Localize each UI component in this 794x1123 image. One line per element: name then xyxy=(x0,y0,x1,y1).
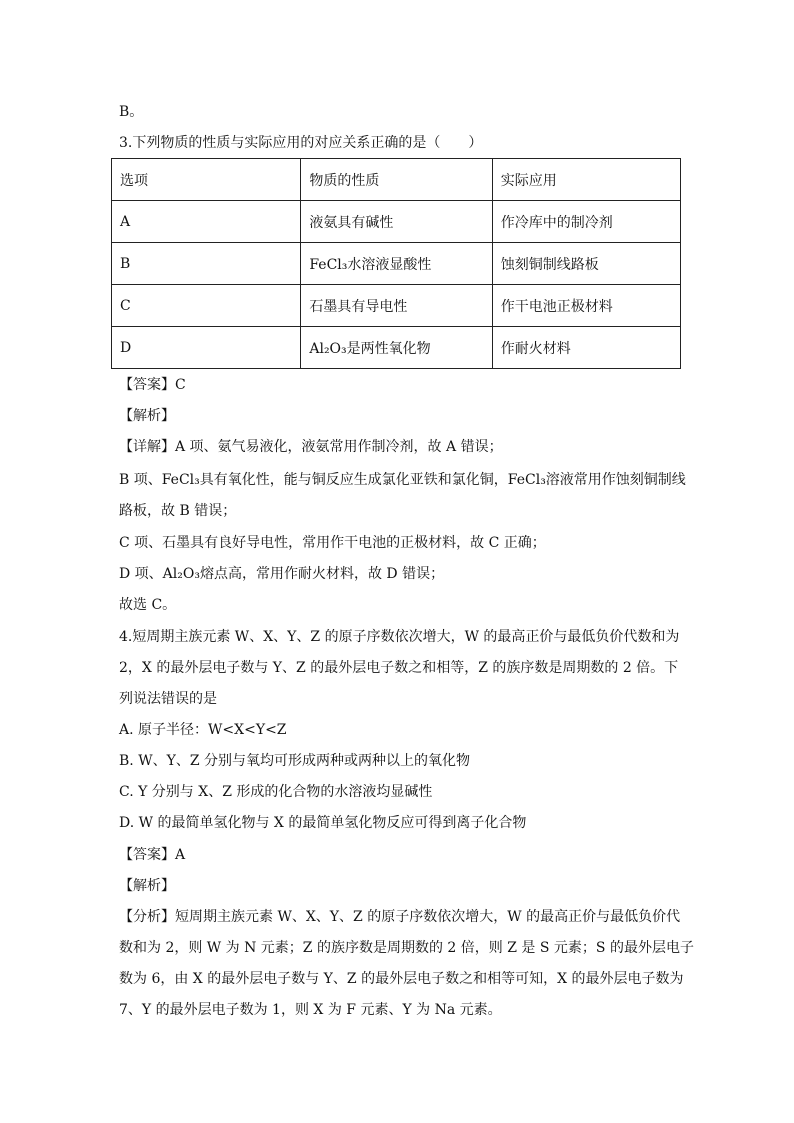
answer-label-q3: 【答案】C xyxy=(119,377,186,393)
conclusion-line: 故选 C。 xyxy=(119,597,177,613)
analysis-label-q3: 【解析】 xyxy=(119,408,175,424)
table-cell: FeCl₃水溶液显酸性 xyxy=(301,243,492,285)
option-c: C. Y 分别与 X、Z 形成的化合物的水溶液均显碱性 xyxy=(119,784,433,800)
table-cell: 作耐火材料 xyxy=(492,327,680,369)
detail-line: B 项、FeCl₃具有氧化性，能与铜反应生成氯化亚铁和氯化铜，FeCl₃溶液常用作蚀刻铜制线 xyxy=(119,472,686,488)
detail-line: 路板，故 B 错误； xyxy=(119,503,237,519)
analysis-line: 7、Y 的最外层电子数为 1，则 X 为 F 元素、Y 为 Na 元素。 xyxy=(119,1002,502,1018)
analysis-line: 数为 6，由 X 的最外层电子数与 Y、Z 的最外层电子数之和相等可知，X 的最外层电子数为 xyxy=(119,971,684,987)
table-row xyxy=(112,285,681,327)
table-cell: 作冷库中的制冷剂 xyxy=(492,201,680,243)
table-cell: 石墨具有导电性 xyxy=(301,285,492,327)
table-header-cell: 物质的性质 xyxy=(301,159,492,201)
table-header-cell: 实际应用 xyxy=(492,159,680,201)
table-header-cell: 选项 xyxy=(112,159,301,201)
table-cell: B xyxy=(112,243,301,285)
question-4-stem: 列说法错误的是 xyxy=(119,691,217,707)
detail-line: 【详解】A 项、氨气易液化，液氨常用作制冷剂，故 A 错误； xyxy=(119,439,503,455)
question-4-stem: 2，X 的最外层电子数与 Y、Z 的最外层电子数之和相等，Z 的族序数是周期数的 2 倍。下 xyxy=(119,660,679,676)
table-cell: C xyxy=(112,285,301,327)
table-header-row xyxy=(112,159,681,201)
table-row xyxy=(112,243,681,285)
option-a: A. 原子半径：W<X<Y<Z xyxy=(119,722,287,738)
table-row xyxy=(112,201,681,243)
table-cell: 液氨具有碱性 xyxy=(301,201,492,243)
detail-line: C 项、石墨具有良好导电性，常用作干电池的正极材料，故 C 正确； xyxy=(119,535,546,551)
table-cell: 作干电池正极材料 xyxy=(492,285,680,327)
question-3-stem: 3.下列物质的性质与实际应用的对应关系正确的是（ ） xyxy=(119,135,483,151)
question-4-stem: 4.短周期主族元素 W、X、Y、Z 的原子序数依次增大，W 的最高正价与最低负价代数和为 xyxy=(119,629,680,645)
question-3-table xyxy=(111,158,681,369)
prev-answer-tail: B。 xyxy=(119,104,144,120)
table-cell: A xyxy=(112,201,301,243)
analysis-line: 数和为 2，则 W 为 N 元素；Z 的族序数是周期数的 2 倍，则 Z 是 S 元素；S 的最外层电子 xyxy=(119,940,694,956)
option-b: B. W、Y、Z 分别与氧均可形成两种或两种以上的氧化物 xyxy=(119,753,470,769)
analysis-line: 【分析】短周期主族元素 W、X、Y、Z 的原子序数依次增大，W 的最高正价与最低负价代 xyxy=(119,909,681,925)
option-d: D. W 的最简单氢化物与 X 的最简单氢化物反应可得到离子化合物 xyxy=(119,815,527,831)
table-row xyxy=(112,327,681,369)
table-cell: Al₂O₃是两性氧化物 xyxy=(301,327,492,369)
detail-line: D 项、Al₂O₃熔点高，常用作耐火材料，故 D 错误； xyxy=(119,566,445,582)
analysis-label-q4: 【解析】 xyxy=(119,878,175,894)
table-cell: 蚀刻铜制线路板 xyxy=(492,243,680,285)
table-cell: D xyxy=(112,327,301,369)
answer-label-q4: 【答案】A xyxy=(119,847,186,863)
